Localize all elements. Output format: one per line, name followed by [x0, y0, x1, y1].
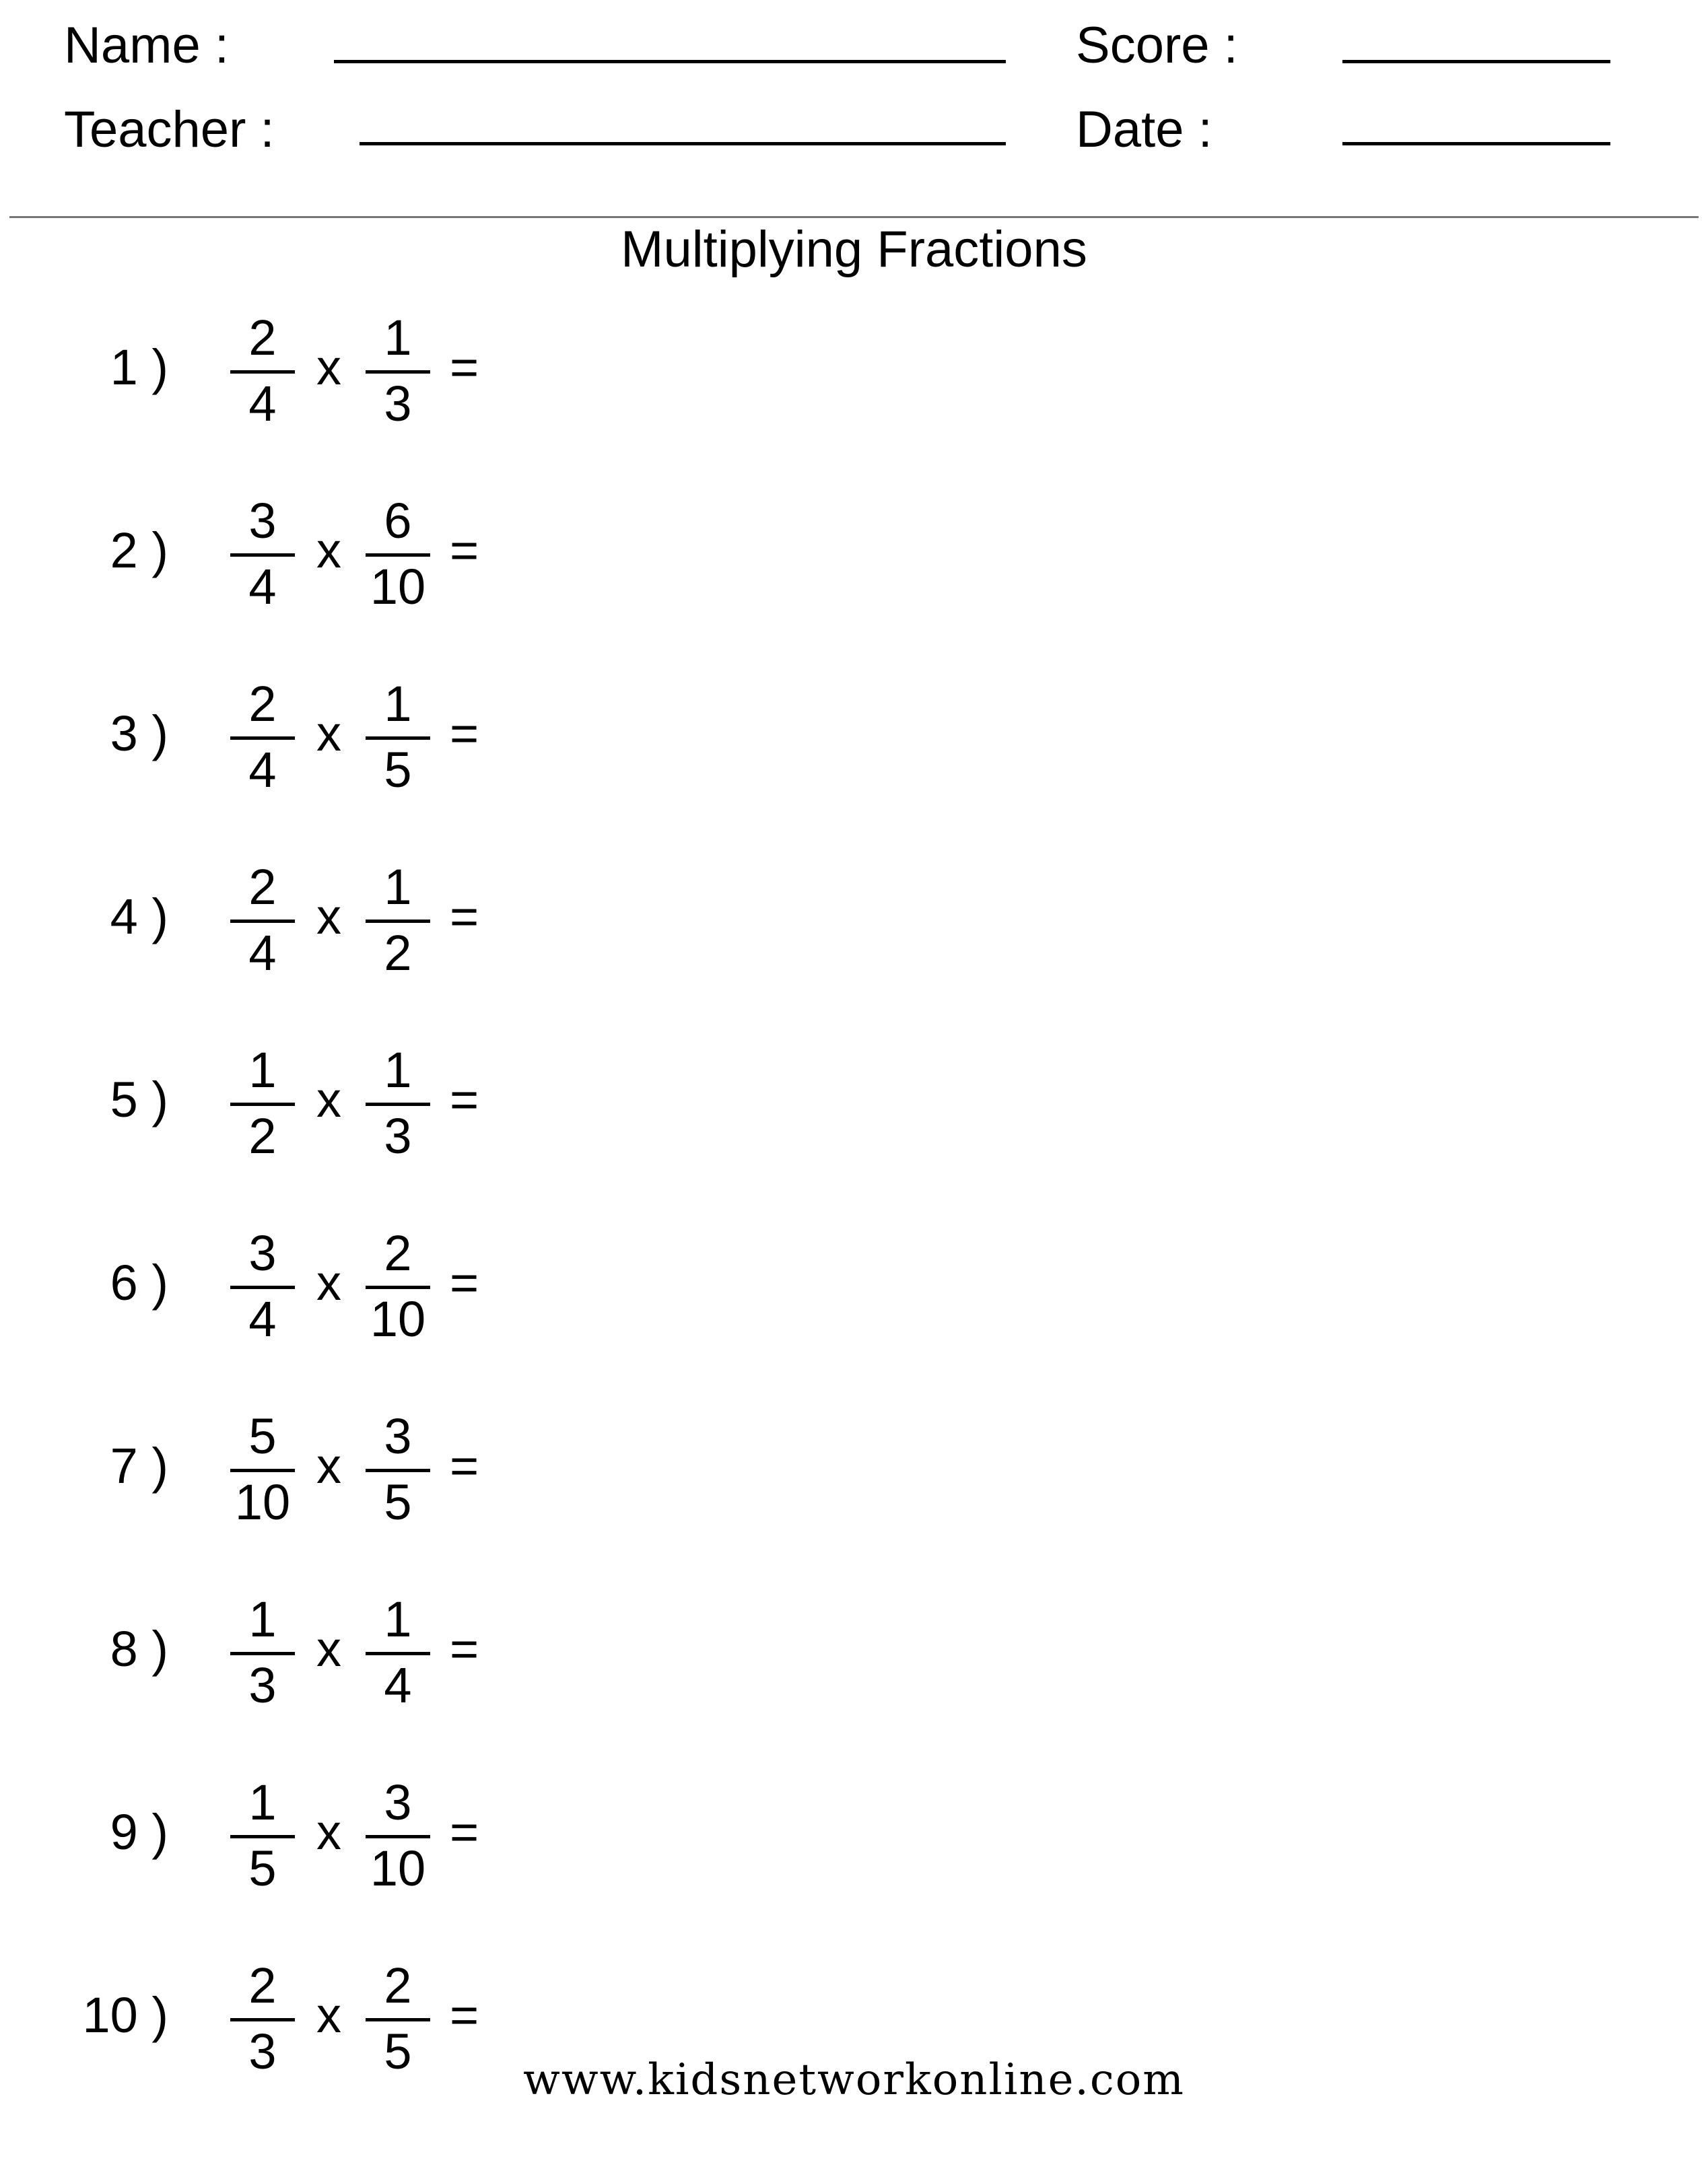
- fraction-bar: [230, 1469, 295, 1472]
- equals-sign: =: [450, 1804, 479, 1860]
- fraction-b: [366, 672, 430, 807]
- denominator: 5: [248, 1840, 277, 1896]
- fraction-a: [230, 1771, 295, 1906]
- fraction-bar: [230, 553, 295, 557]
- fraction-bar: [230, 370, 295, 374]
- fraction-bar: [366, 553, 430, 557]
- denominator: 5: [384, 742, 412, 798]
- numerator: 1: [248, 1774, 277, 1830]
- problem-item: [0, 306, 606, 441]
- denominator: 10: [370, 1291, 426, 1347]
- problem-item: [0, 856, 606, 990]
- problem-number: 10 ): [82, 1987, 168, 2043]
- teacher-label: Teacher :: [64, 101, 275, 158]
- denominator: 4: [248, 559, 277, 615]
- equals-sign: =: [450, 339, 479, 395]
- problem-item: [0, 1771, 606, 1906]
- fraction-a: [230, 672, 295, 807]
- fraction-b: [366, 1222, 430, 1356]
- name-label: Name :: [64, 17, 229, 74]
- date-label: Date :: [1076, 101, 1212, 158]
- fraction-bar: [230, 1652, 295, 1655]
- fraction-a: [230, 1588, 295, 1723]
- fraction-b: [366, 1588, 430, 1723]
- fraction-bar: [230, 1835, 295, 1838]
- numerator: 6: [384, 493, 412, 549]
- date-field-line[interactable]: [1342, 142, 1610, 145]
- denominator: 10: [234, 1474, 291, 1530]
- header-divider: [9, 216, 1699, 218]
- fraction-a: [230, 1222, 295, 1356]
- problem-item: [0, 1588, 606, 1723]
- fraction-bar: [366, 2018, 430, 2021]
- numerator: 2: [384, 1225, 412, 1281]
- numerator: 1: [384, 310, 412, 366]
- problem-number: 2 ): [110, 522, 168, 578]
- fraction-b: [366, 306, 430, 441]
- equals-sign: =: [450, 1255, 479, 1311]
- worksheet-title: Multiplying Fractions: [621, 221, 1087, 278]
- fraction-b: [366, 1039, 430, 1173]
- fraction-bar: [230, 1286, 295, 1289]
- fraction-bar: [230, 736, 295, 740]
- problem-number: 1 ): [110, 339, 168, 395]
- denominator: 3: [248, 2023, 277, 2079]
- name-field-line[interactable]: [334, 60, 1006, 63]
- problem-number: 9 ): [110, 1804, 168, 1860]
- multiply-sign: x: [316, 339, 341, 395]
- denominator: 3: [384, 1108, 412, 1164]
- fraction-bar: [230, 1103, 295, 1106]
- fraction-bar: [366, 1652, 430, 1655]
- denominator: 10: [370, 1840, 426, 1896]
- numerator: 1: [248, 1042, 277, 1098]
- footer-website: www.kidsnetworkonline.com: [523, 2055, 1185, 2105]
- multiply-sign: x: [316, 1255, 341, 1311]
- denominator: 4: [248, 1291, 277, 1347]
- numerator: 1: [384, 1591, 412, 1647]
- numerator: 1: [248, 1591, 277, 1647]
- numerator: 3: [384, 1774, 412, 1830]
- equals-sign: =: [450, 1987, 479, 2043]
- numerator: 1: [384, 676, 412, 732]
- fraction-a: [230, 856, 295, 990]
- problem-number: 8 ): [110, 1621, 168, 1677]
- multiply-sign: x: [316, 1804, 341, 1860]
- equals-sign: =: [450, 889, 479, 944]
- fraction-b: [366, 1405, 430, 1539]
- fraction-bar: [366, 370, 430, 374]
- numerator: 1: [384, 1042, 412, 1098]
- problem-item: [0, 1222, 606, 1356]
- score-field-line[interactable]: [1342, 60, 1610, 63]
- fraction-bar: [366, 1469, 430, 1472]
- fraction-a: [230, 1405, 295, 1539]
- problem-item: [0, 1405, 606, 1539]
- multiply-sign: x: [316, 705, 341, 761]
- numerator: 5: [248, 1408, 277, 1464]
- numerator: 3: [384, 1408, 412, 1464]
- numerator: 2: [248, 1957, 277, 2013]
- equals-sign: =: [450, 1621, 479, 1677]
- equals-sign: =: [450, 522, 479, 578]
- equals-sign: =: [450, 1072, 479, 1128]
- fraction-b: [366, 489, 430, 624]
- fraction-a: [230, 489, 295, 624]
- numerator: 3: [248, 493, 277, 549]
- fraction-b: [366, 1771, 430, 1906]
- multiply-sign: x: [316, 1621, 341, 1677]
- equals-sign: =: [450, 705, 479, 761]
- denominator: 4: [248, 925, 277, 981]
- problem-number: 3 ): [110, 705, 168, 761]
- problem-number: 6 ): [110, 1255, 168, 1311]
- denominator: 2: [384, 925, 412, 981]
- numerator: 3: [248, 1225, 277, 1281]
- score-label: Score :: [1076, 17, 1238, 74]
- equals-sign: =: [450, 1438, 479, 1494]
- problem-item: [0, 672, 606, 807]
- multiply-sign: x: [316, 1072, 341, 1128]
- numerator: 2: [248, 310, 277, 366]
- denominator: 4: [384, 1657, 412, 1713]
- numerator: 1: [384, 859, 412, 915]
- denominator: 5: [384, 1474, 412, 1530]
- teacher-field-line[interactable]: [360, 142, 1006, 145]
- fraction-bar: [366, 1286, 430, 1289]
- numerator: 2: [384, 1957, 412, 2013]
- denominator: 2: [248, 1108, 277, 1164]
- fraction-bar: [366, 920, 430, 923]
- fraction-bar: [230, 920, 295, 923]
- problem-item: [0, 1039, 606, 1173]
- denominator: 10: [370, 559, 426, 615]
- fraction-bar: [230, 2018, 295, 2021]
- fraction-bar: [366, 1835, 430, 1838]
- multiply-sign: x: [316, 522, 341, 578]
- numerator: 2: [248, 676, 277, 732]
- problem-number: 7 ): [110, 1438, 168, 1494]
- fraction-bar: [366, 1103, 430, 1106]
- fraction-bar: [366, 736, 430, 740]
- denominator: 5: [384, 2023, 412, 2079]
- multiply-sign: x: [316, 889, 341, 944]
- problem-number: 4 ): [110, 889, 168, 944]
- denominator: 3: [384, 376, 412, 431]
- multiply-sign: x: [316, 1438, 341, 1494]
- denominator: 4: [248, 376, 277, 431]
- fraction-a: [230, 306, 295, 441]
- fraction-b: [366, 856, 430, 990]
- denominator: 3: [248, 1657, 277, 1713]
- fraction-a: [230, 1039, 295, 1173]
- numerator: 2: [248, 859, 277, 915]
- problem-number: 5 ): [110, 1072, 168, 1128]
- problem-item: [0, 489, 606, 624]
- denominator: 4: [248, 742, 277, 798]
- multiply-sign: x: [316, 1987, 341, 2043]
